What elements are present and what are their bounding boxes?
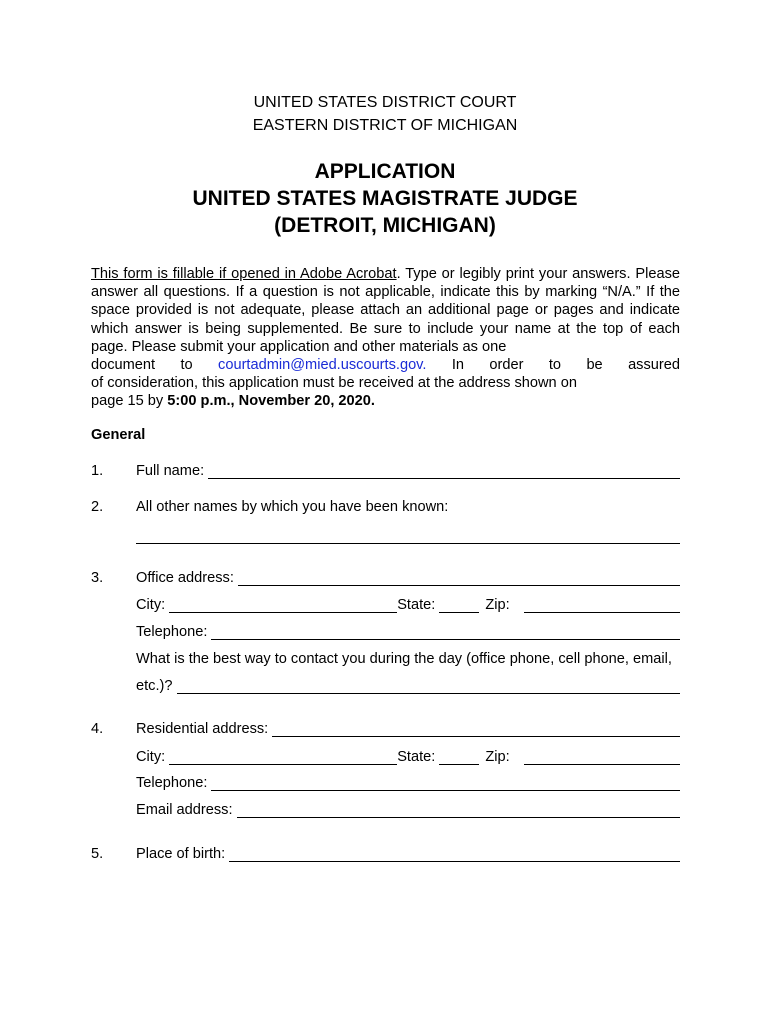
residential-city-field[interactable] xyxy=(169,750,397,765)
consideration-line: of consideration, this application must be received at the address shown on xyxy=(91,375,577,392)
residential-address-row xyxy=(136,717,680,737)
deadline-prefix: page 15 by xyxy=(91,393,168,410)
residential-zip-field[interactable] xyxy=(524,750,680,765)
residential-state-label: State: xyxy=(397,749,436,765)
office-state-label: State: xyxy=(397,597,436,613)
court-name-line1: UNITED STATES DISTRICT COURT xyxy=(253,94,517,111)
office-address-row xyxy=(136,566,680,586)
item-number-5: 5. xyxy=(91,846,104,862)
title-position: UNITED STATES MAGISTRATE JUDGE xyxy=(192,187,578,210)
office-telephone-row xyxy=(136,620,680,640)
word-to-2: to xyxy=(548,357,562,373)
word-document: document xyxy=(91,357,156,373)
residential-city-row xyxy=(136,745,680,765)
title-location: (DETROIT, MICHIGAN) xyxy=(274,214,496,237)
office-address-field[interactable] xyxy=(238,571,680,586)
office-telephone-field[interactable] xyxy=(211,625,680,640)
contact-answer-row xyxy=(136,674,680,694)
residential-telephone-field[interactable] xyxy=(211,776,680,791)
instructions-text: . Type or legibly print your answers. Please answer all questions. If a question is not applicable, indicate this by marking “N/A.” If the space provided is not adequate, please attach an additional page or pages and indicate which answer is being supplemented. Be sure to include your name at the top of each page. Please submit your application and other materials as one xyxy=(91,266,680,355)
word-order: order xyxy=(489,357,524,373)
place-of-birth-field[interactable] xyxy=(229,847,680,862)
office-city-field[interactable] xyxy=(169,598,397,613)
email-link[interactable]: courtadmin@mied.uscourts.gov. xyxy=(218,357,427,373)
place-of-birth-label: Place of birth: xyxy=(136,846,226,862)
office-zip-field[interactable] xyxy=(524,598,680,613)
email-address-label: Email address: xyxy=(136,802,233,818)
residential-telephone-row xyxy=(136,771,680,791)
office-state-field[interactable] xyxy=(439,598,479,613)
word-assured: assured xyxy=(628,357,680,373)
full-name-field[interactable] xyxy=(208,464,680,479)
office-telephone-label: Telephone: xyxy=(136,624,208,640)
residential-state-field[interactable] xyxy=(439,750,479,765)
contact-question: What is the best way to contact you during the day (office phone, cell phone, email, xyxy=(136,651,672,667)
email-row xyxy=(136,798,680,818)
other-names-label: All other names by which you have been known: xyxy=(136,499,449,515)
fillable-note: This form is fillable if opened in Adobe Acrobat xyxy=(91,266,397,282)
item-number-2: 2. xyxy=(91,499,104,515)
word-in: In xyxy=(451,357,465,373)
section-general: General xyxy=(91,427,146,443)
word-be: be xyxy=(586,357,603,373)
other-names-field[interactable] xyxy=(136,542,680,544)
deadline-line xyxy=(91,392,680,410)
residential-telephone-label: Telephone: xyxy=(136,775,208,791)
residential-address-field[interactable] xyxy=(272,722,680,737)
item-number-3: 3. xyxy=(91,570,104,586)
email-address-field[interactable] xyxy=(237,803,680,818)
residential-address-label: Residential address: xyxy=(136,721,269,737)
contact-method-field[interactable] xyxy=(177,679,681,694)
office-address-label: Office address: xyxy=(136,570,234,586)
submission-line xyxy=(91,356,680,374)
deadline: 5:00 p.m., November 20, 2020. xyxy=(167,393,375,410)
office-city-row xyxy=(136,593,680,613)
place-of-birth-row xyxy=(136,842,680,862)
item-number-4: 4. xyxy=(91,721,104,737)
residential-zip-label: Zip: xyxy=(485,749,510,765)
court-name-line2: EASTERN DISTRICT OF MICHIGAN xyxy=(252,117,518,134)
title-application: APPLICATION xyxy=(314,160,456,183)
office-city-label: City: xyxy=(136,597,166,613)
instructions-paragraph xyxy=(91,265,680,411)
residential-city-label: City: xyxy=(136,749,166,765)
word-to: to xyxy=(180,357,193,373)
office-zip-label: Zip: xyxy=(485,597,510,613)
item-number-1: 1. xyxy=(91,463,104,479)
full-name-row xyxy=(136,459,680,479)
contact-question-end: etc.)? xyxy=(136,678,173,694)
full-name-label: Full name: xyxy=(136,463,205,479)
